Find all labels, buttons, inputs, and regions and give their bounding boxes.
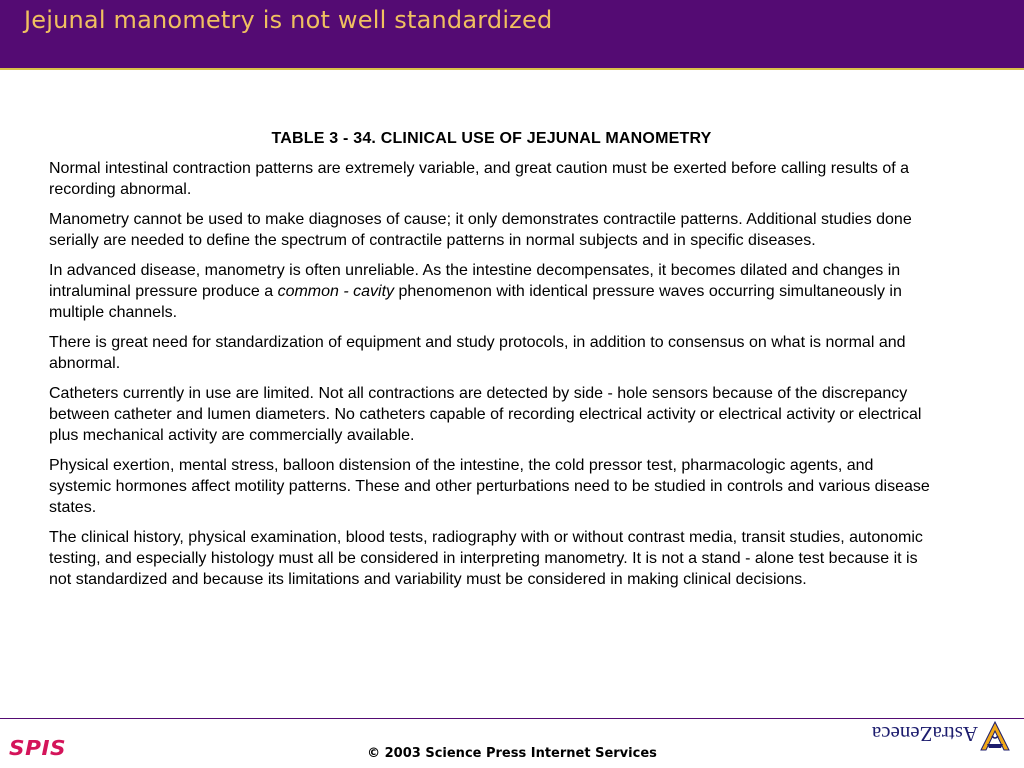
astrazeneca-logo [866, 718, 1016, 758]
slide-title: Jejunal manometry is not well standardized [24, 6, 553, 34]
paragraph-advanced-disease [49, 260, 934, 323]
common-cavity-emphasis: common - cavity [277, 283, 395, 300]
paragraph-clinical-context: The clinical history, physical examination, blood tests, radiography with or without contrast media, transit studies, autonomic testing, and especially histology must all be considered in interpreting manometry. It is not a stand - alone test because it is not standardized and because its limitations and variability must be considered in making clinical decisions. [49, 529, 923, 588]
paragraph-variability: Normal intestinal contraction patterns are extremely variable, and great caution must be exerted before calling results of a recording abnormal. [49, 160, 909, 198]
paragraph-catheters: Catheters currently in use are limited. Not all contractions are detected by side - hole sensors because of the discrepancy between catheter and lumen diameters. No catheters capable of recording electrical activity or electrical activity or electrical plus mechanical activity are commercially available. [49, 385, 922, 444]
paragraph-diagnosis-limits: Manometry cannot be used to make diagnoses of cause; it only demonstrates contractile patterns. Additional studies done serially are needed to define the spectrum of contractile patterns in normal subjects and in specific diseases. [49, 211, 912, 249]
astrazeneca-wordmark: AstraZeneca [871, 722, 978, 746]
astrazeneca-symbol-icon [978, 720, 1012, 756]
title-bar [0, 0, 1024, 70]
paragraph-advanced-disease-after: phenomenon with identical pressure waves occurring simultaneously in multiple channels. [49, 283, 902, 321]
paragraph-perturbations: Physical exertion, mental stress, balloon distension of the intestine, the cold pressor test, pharmacologic agents, and systemic hormones affect motility patterns. These and other perturbations need to be studied in controls and various disease states. [49, 457, 930, 516]
paragraph-standardization-need: There is great need for standardization of equipment and study protocols, in addition to consensus on what is normal and abnormal. [49, 334, 906, 372]
copyright-notice: © 2003 Science Press Internet Services [367, 746, 657, 761]
spis-logo: SPIS [9, 736, 67, 760]
slide-content [49, 128, 934, 599]
paragraph-advanced-disease-before: In advanced disease, manometry is often unreliable. As the intestine decompensates, it becomes dilated and changes in intraluminal pressure produce a [49, 262, 901, 300]
table-heading: TABLE 3 - 34. CLINICAL USE OF JEJUNAL MANOMETRY [271, 130, 712, 147]
